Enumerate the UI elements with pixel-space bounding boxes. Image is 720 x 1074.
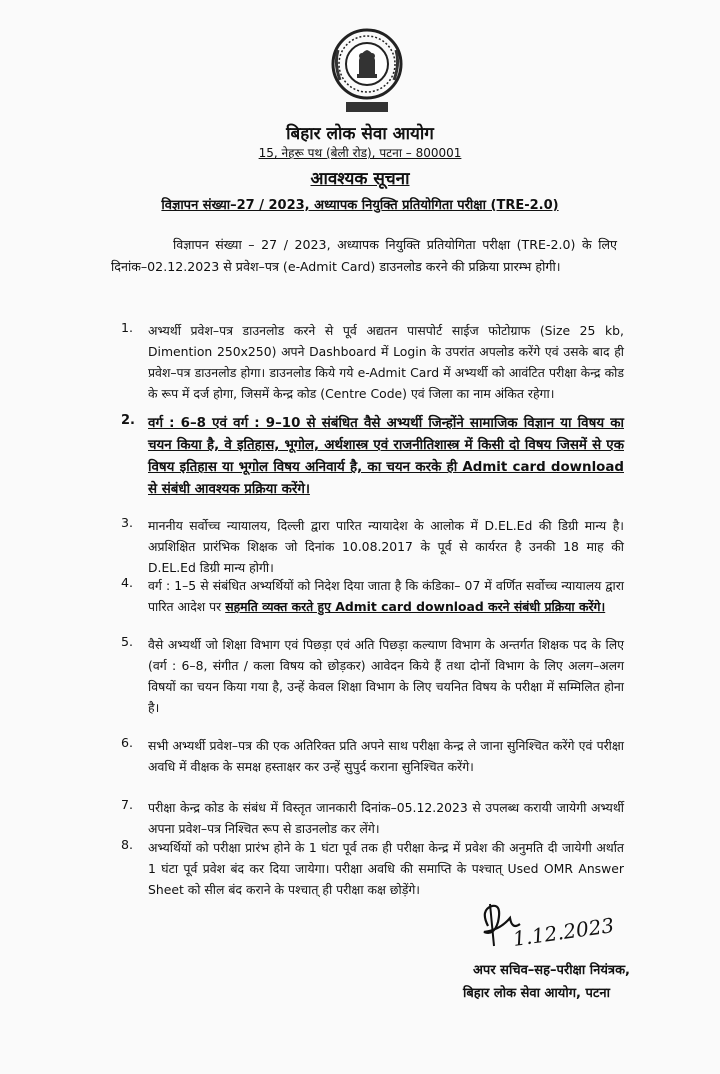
item-number: 1. bbox=[121, 320, 134, 335]
item-text-plain: वर्ग : 1–5 से संबंधित अभ्यर्थियों को निदेश दिया जाता है कि कंडिका– 07 में वर्णित सर्वोच्च न्यायालय द्वारा पारित आदेश पर bbox=[148, 578, 624, 614]
item-text: परीक्षा केन्द्र कोड के संबंध में विस्तृत जानकारी दिनांक–05.12.2023 से उपलब्ध करायी जायेगी अभ्यर्थी अपना प्रवेश–पत्र निश्चित रूप से डाउनलोड कर लेंगे। bbox=[148, 800, 624, 836]
item-text-emphasis: सहमति व्यक्त करते हुए Admit card download करने संबंधी प्रक्रिया करेंगे। bbox=[225, 599, 606, 614]
state-emblem-icon bbox=[326, 22, 408, 118]
item-text bbox=[148, 575, 624, 617]
item-number: 7. bbox=[121, 797, 134, 812]
commission-title: बिहार लोक सेवा आयोग bbox=[286, 124, 434, 144]
item-text: अभ्यर्थी प्रवेश–पत्र डाउनलोड करने से पूर्व अद्यतन पासपोर्ट साईज फोटोग्राफ (Size 25 kb, Dimention 250x250) अपने Dashboard में Login के उपरांत अपलोड करेंगे एवं उसके बाद ही प्रवेश–पत्र डाउनलोड होगा। डाउनलोड किये गये e-Admit Card में अभ्यर्थी को आवंटित परीक्षा केन्द्र कोड के रूप में दर्ज होगा, जिसमें केन्द्र कोड (Centre Code) एवं जिला का नाम अंकित रहेगा। bbox=[148, 323, 624, 401]
item-number: 4. bbox=[121, 575, 134, 590]
handwritten-signature bbox=[470, 896, 620, 954]
handwritten-date: 1.12.2023 bbox=[511, 913, 616, 951]
item-number: 2. bbox=[121, 413, 135, 428]
item-number: 8. bbox=[121, 837, 134, 852]
item-number: 5. bbox=[121, 634, 134, 649]
commission-address: 15, नेहरू पथ (बेली रोड), पटना – 800001 bbox=[258, 146, 462, 160]
item-text: माननीय सर्वोच्च न्यायालय, दिल्ली द्वारा पारित न्यायादेश के आलोक में D.EL.Ed की डिग्री मान्य है। अप्रशिक्षित प्रारंभिक शिक्षक जो दिनांक 10.08.2017 के पूर्व से कार्यरत है उनकी 18 माह की D.EL.Ed डिग्री मान्य होगी। bbox=[148, 518, 624, 575]
notice-subject: विज्ञापन संख्या–27 / 2023, अध्यापक नियुक्ति प्रतियोगिता परीक्षा (TRE-2.0) bbox=[161, 198, 559, 213]
item-text: वर्ग : 6–8 एवं वर्ग : 9–10 से संबंधित वैसे अभ्यर्थी जिन्होंने सामाजिक विज्ञान या विषय का चयन किया है, वे इतिहास, भूगोल, अर्थशास्त्र एवं राजनीतिशास्त्र में किसी दो विषय जिसमें से एक विषय इतिहास या भूगोल विषय अनिवार्य है, का चयन करके ही Admit card download से संबंधी आवश्यक प्रक्रिया करेंगे। bbox=[148, 416, 624, 497]
signatory-office: बिहार लोक सेवा आयोग, पटना bbox=[463, 986, 610, 1001]
item-text: वैसे अभ्यर्थी जो शिक्षा विभाग एवं पिछड़ा एवं अति पिछड़ा कल्याण विभाग के अन्तर्गत शिक्षक पद के लिए (वर्ग : 6–8, संगीत / कला विषय को छोड़कर) आवेदन किये हैं तथा दोनों विभाग के लिए अलग–अलग विषयों का चयन किया गया है, उन्हें केवल शिक्षा विभाग के लिए चयनित विषय के परीक्षा में सम्मिलित होना है। bbox=[148, 637, 624, 715]
intro-paragraph: विज्ञापन संख्या – 27 / 2023, अध्यापक नियुक्ति प्रतियोगिता परीक्षा (TRE-2.0) के लिए दिनांक–02.12.2023 से प्रवेश–पत्र (e-Admit Card) डाउनलोड करने की प्रक्रिया प्रारम्भ होगी। bbox=[111, 237, 617, 274]
item-text: सभी अभ्यर्थी प्रवेश–पत्र की एक अतिरिक्त प्रति अपने साथ परीक्षा केन्द्र ले जाना सुनिश्चित करेंगे एवं परीक्षा अवधि में वीक्षक के समक्ष हस्ताक्षर कर उन्हें सुपुर्द कराना सुनिश्चित करेंगे। bbox=[148, 738, 624, 774]
item-text: अभ्यर्थियों को परीक्षा प्रारंभ होने के 1 घंटा पूर्व तक ही परीक्षा केन्द्र में प्रवेश की अनुमति दी जायेगी अर्थात 1 घंटा पूर्व प्रवेश बंद कर दिया जायेगा। परीक्षा अवधि की समाप्ति के पश्चात् Used OMR Answer Sheet को सील बंद कराने के पश्चात् ही परीक्षा कक्ष छोड़ेंगे। bbox=[148, 840, 624, 897]
item-number: 6. bbox=[121, 735, 134, 750]
signatory-designation: अपर सचिव–सह–परीक्षा नियंत्रक, bbox=[473, 963, 630, 978]
item-number: 3. bbox=[121, 515, 134, 530]
notice-title: आवश्यक सूचना bbox=[310, 169, 410, 189]
